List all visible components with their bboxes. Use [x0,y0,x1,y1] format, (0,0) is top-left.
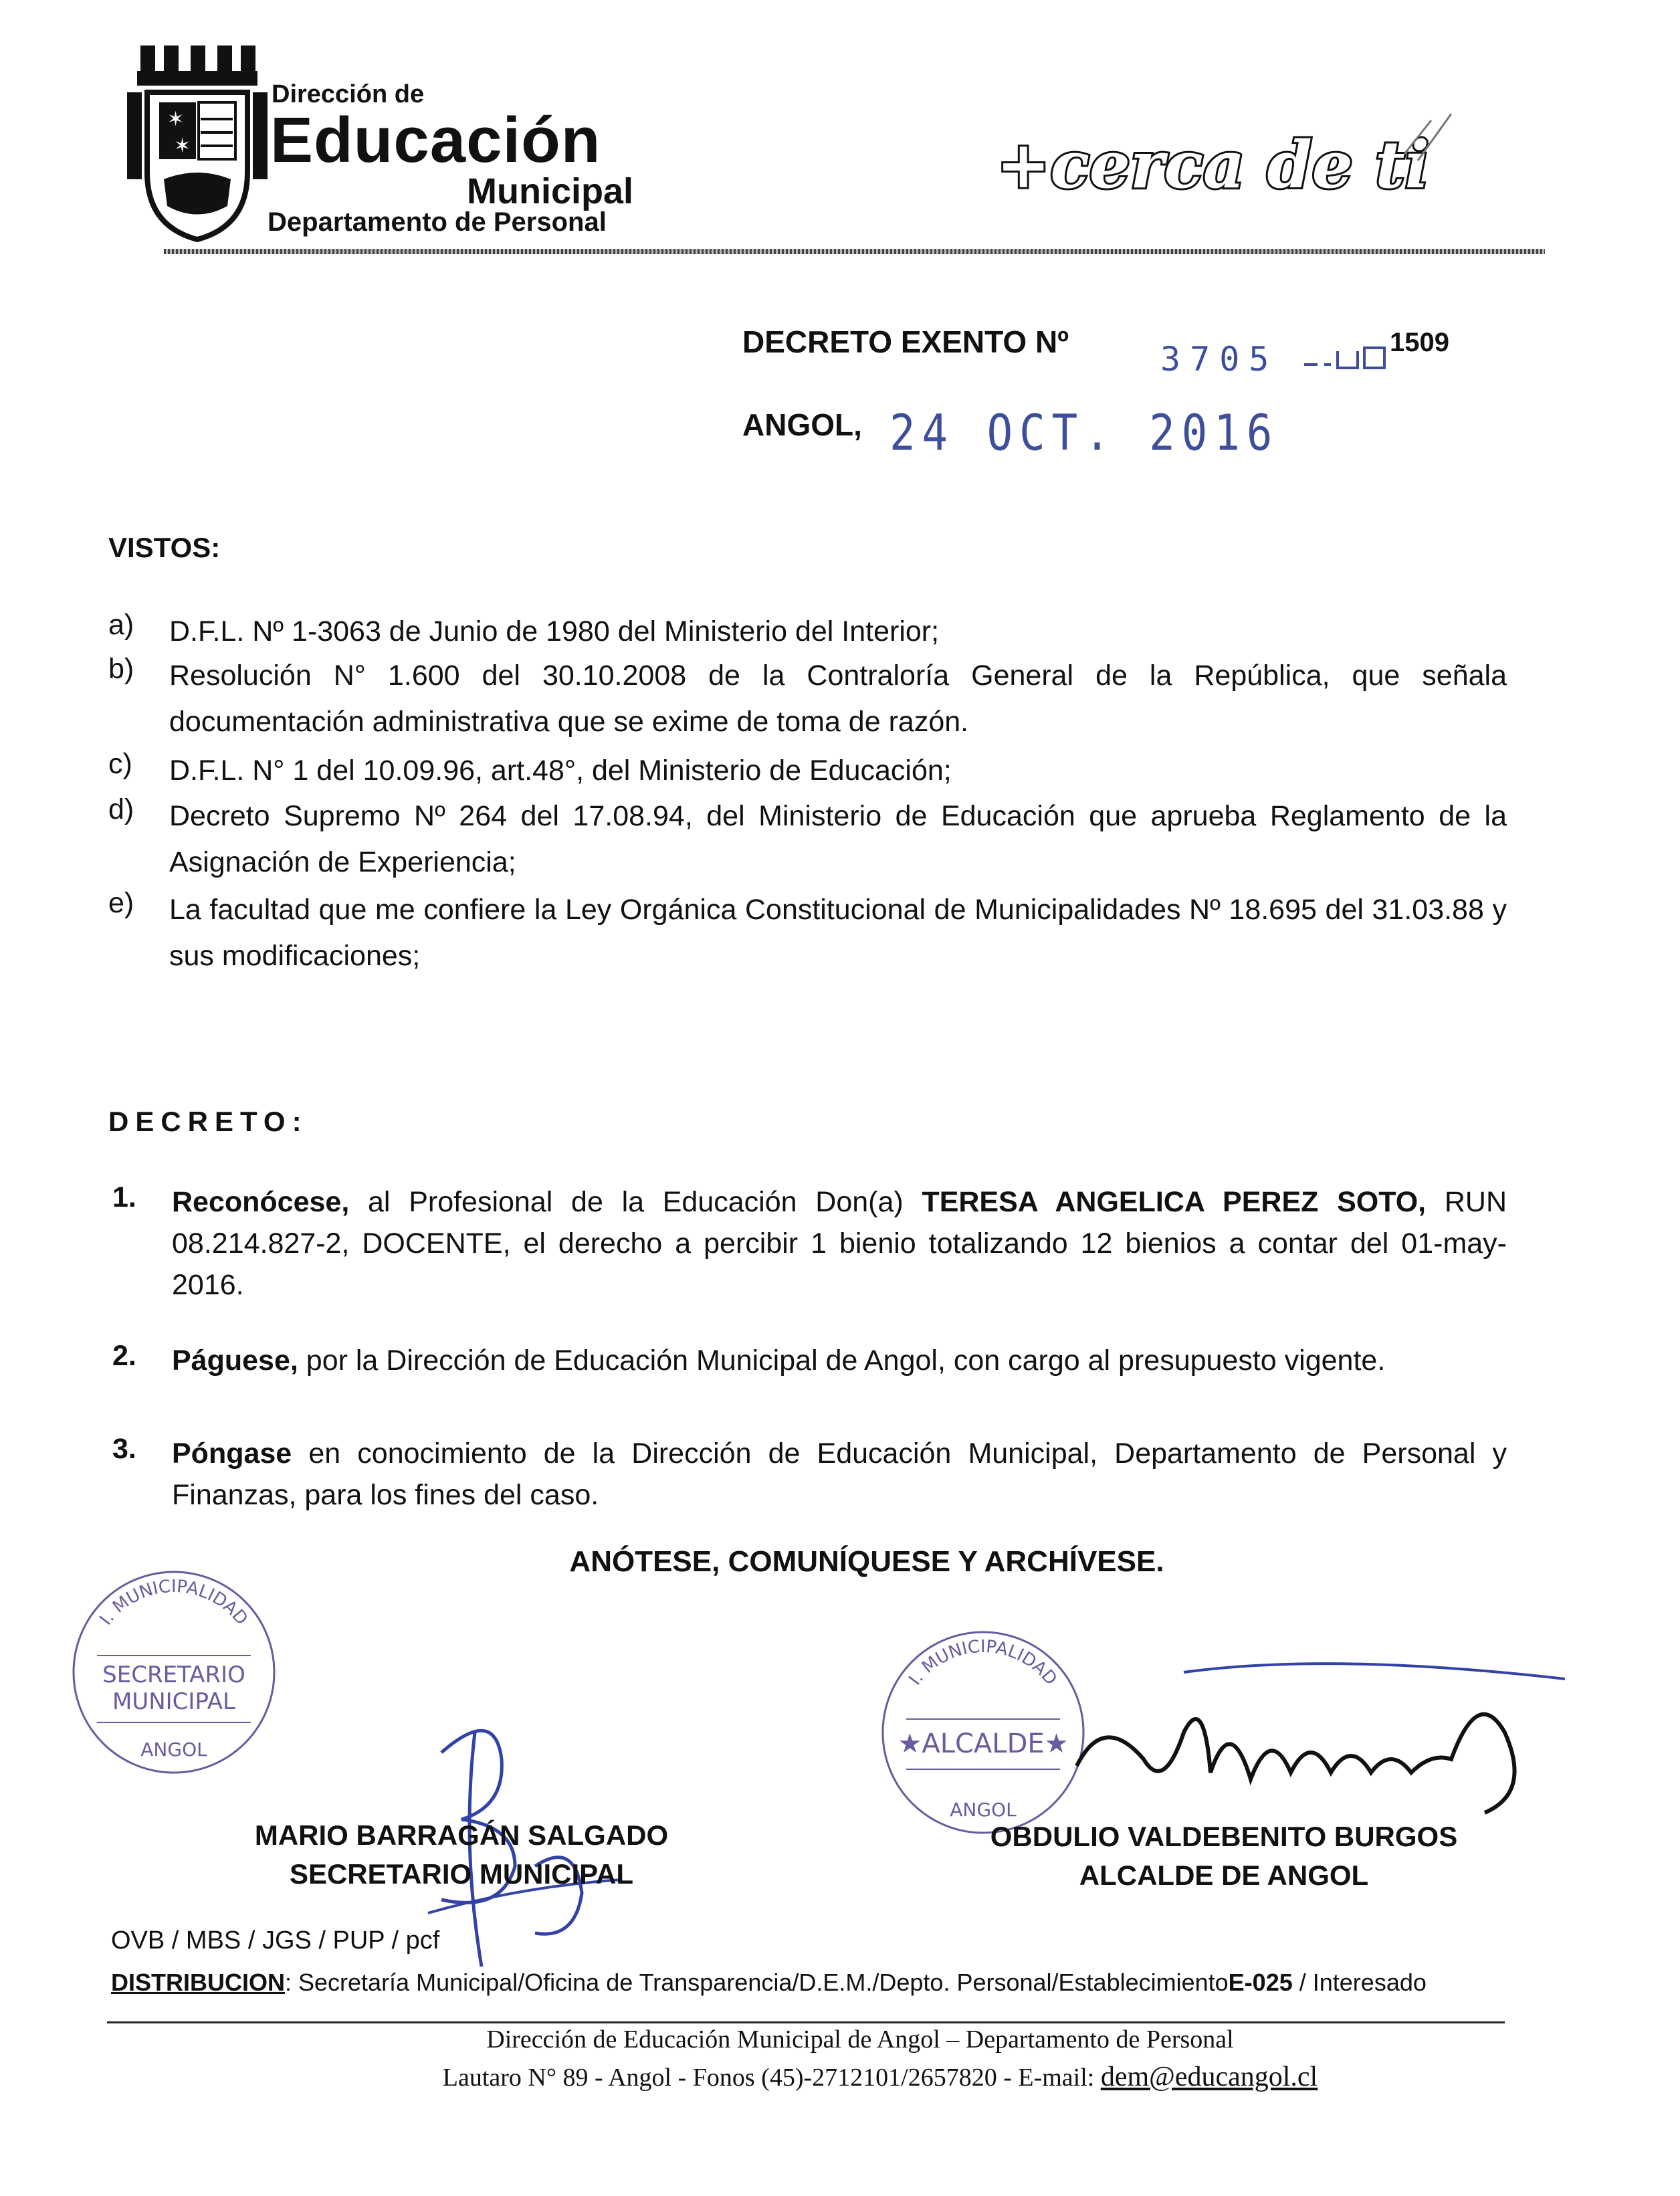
distribution-tail: / Interesado [1292,1969,1427,1996]
secretary-role: SECRETARIO MUNICIPAL [289,1858,634,1890]
secretary-seal-stamp [60,1559,288,1786]
decreto-item-1-text: al Profesional de la Educación Don(a) [349,1186,922,1218]
svg-text:✶: ✶ [174,134,191,158]
header-direccion-de: Dirección de [272,80,425,108]
vistos-label-d: d) [108,793,134,825]
mayor-signature [1050,1632,1572,1833]
decreto-label-3: 3. [112,1433,136,1465]
decree-place: ANGOL, [742,407,862,442]
decree-stamped-number: 3705 [1160,340,1279,379]
vistos-text-d: Decreto Supremo Nº 264 del 17.08.94, del Ministerio de Educación que aprueba Reglamento de la Asignación de Experiencia; [169,800,1507,878]
distribution-label: DISTRIBUCION [111,1969,285,1996]
svg-text:✶: ✶ [167,108,185,131]
mayor-role: ALCALDE DE ANGOL [1079,1860,1369,1891]
header-educacion: Educación [270,104,601,176]
footer-email-link[interactable]: dem@educangol.cl [1100,2062,1318,2092]
vistos-text-a: D.F.L. Nº 1-3063 de Junio de 1980 del Ministerio del Interior; [169,615,940,647]
footer-address: Lautaro N° 89 - Angol - Fonos (45)-2712101/2657820 - E-mail: [442,2064,1095,2092]
municipal-crest-logo [127,45,268,246]
decreto-label-2: 2. [112,1340,136,1372]
decree-title: DECRETO EXENTO Nº [742,324,1069,359]
header-department: Departamento de Personal [268,207,607,237]
vistos-text-b: Resolución N° 1.600 del 30.10.2008 de la Contraloría General de la República, que señala documentación administrativa que se exime de toma de razón. [169,660,1507,738]
header-municipal: Municipal [467,171,634,211]
footer-line-1: Dirección de Educación Municipal de Angol – Departamento de Personal [486,2025,1234,2054]
svg-text:I. MUNICIPALIDAD: I. MUNICIPALIDAD [96,1576,252,1629]
distribution-code: E-025 [1228,1969,1293,1996]
secretary-name: MARIO BARRAGÁN SALGADO [254,1819,669,1851]
decreto-title: DECRETO: [108,1106,308,1137]
decreto-item-3 [172,1433,1507,1516]
decreto-item-2-text: por la Dirección de Educación Municipal de Angol, con cargo al presupuesto vigente. [298,1344,1386,1377]
stamp-smudge [1301,338,1388,371]
svg-text:ANGOL: ANGOL [140,1738,207,1761]
svg-text:MUNICIPAL: MUNICIPAL [112,1688,235,1715]
vistos-text-e: La facultad que me confiere la Ley Orgánica Constitucional de Municipalidades Nº 18.695 del 31.03.88 y sus modificaciones; [169,894,1507,972]
vistos-title: VISTOS: [108,532,221,563]
decreto-item-2-bold: Páguese, [172,1344,298,1377]
mayor-name: OBDULIO VALDEBENITO BURGOS [990,1821,1458,1852]
decreto-item-1 [172,1181,1507,1306]
footer-line-2 [0,2061,1680,2093]
svg-text:+cerca de ti: +cerca de ti [996,127,1430,203]
decreto-item-1-bold: Reconócese, [172,1186,350,1218]
vistos-label-b: b) [108,653,134,685]
initials-references: OVB / MBS / JGS / PUP / pcf [111,1926,440,1955]
decreto-item-2 [172,1340,1507,1381]
decree-number: 1509 [1390,328,1449,357]
svg-text:SECRETARIO: SECRETARIO [102,1662,245,1688]
vistos-label-c: c) [108,748,132,780]
vistos-text-c: D.F.L. N° 1 del 10.09.96, art.48°, del Ministerio de Educación; [169,755,952,787]
decreto-item-1-rest: RUN 08.214.827-2, DOCENTE, el derecho a percibir 1 bienio totalizando 12 bienios a contar del 01-may-2016. [172,1186,1507,1301]
header-divider [164,249,1545,254]
decree-stamped-date: 24 OCT. 2016 [889,405,1279,463]
footer-divider [107,2021,1505,2023]
svg-text:ANGOL: ANGOL [950,1799,1017,1821]
slogan-logo [990,114,1458,221]
decreto-item-3-bold: Póngase [172,1437,292,1470]
decreto-label-1: 1. [112,1181,136,1213]
distribution-text: : Secretaría Municipal/Oficina de Transparencia/D.E.M./Depto. Personal/Establecimiento [285,1969,1229,1996]
distribution-line [111,1969,1427,1997]
closing-formula: ANÓTESE, COMUNÍQUESE Y ARCHÍVESE. [569,1545,1164,1578]
vistos-label-a: a) [108,609,134,641]
vistos-label-e: e) [108,887,134,919]
decreto-item-3-text: en conocimiento de la Dirección de Educación Municipal, Departamento de Personal y Finanzas, para los fines del caso. [172,1437,1507,1511]
svg-text:★ALCALDE★: ★ALCALDE★ [898,1728,1069,1759]
svg-text:I. MUNICIPALIDAD: I. MUNICIPALIDAD [905,1636,1061,1690]
decreto-item-1-name: TERESA ANGELICA PEREZ SOTO, [922,1186,1427,1218]
